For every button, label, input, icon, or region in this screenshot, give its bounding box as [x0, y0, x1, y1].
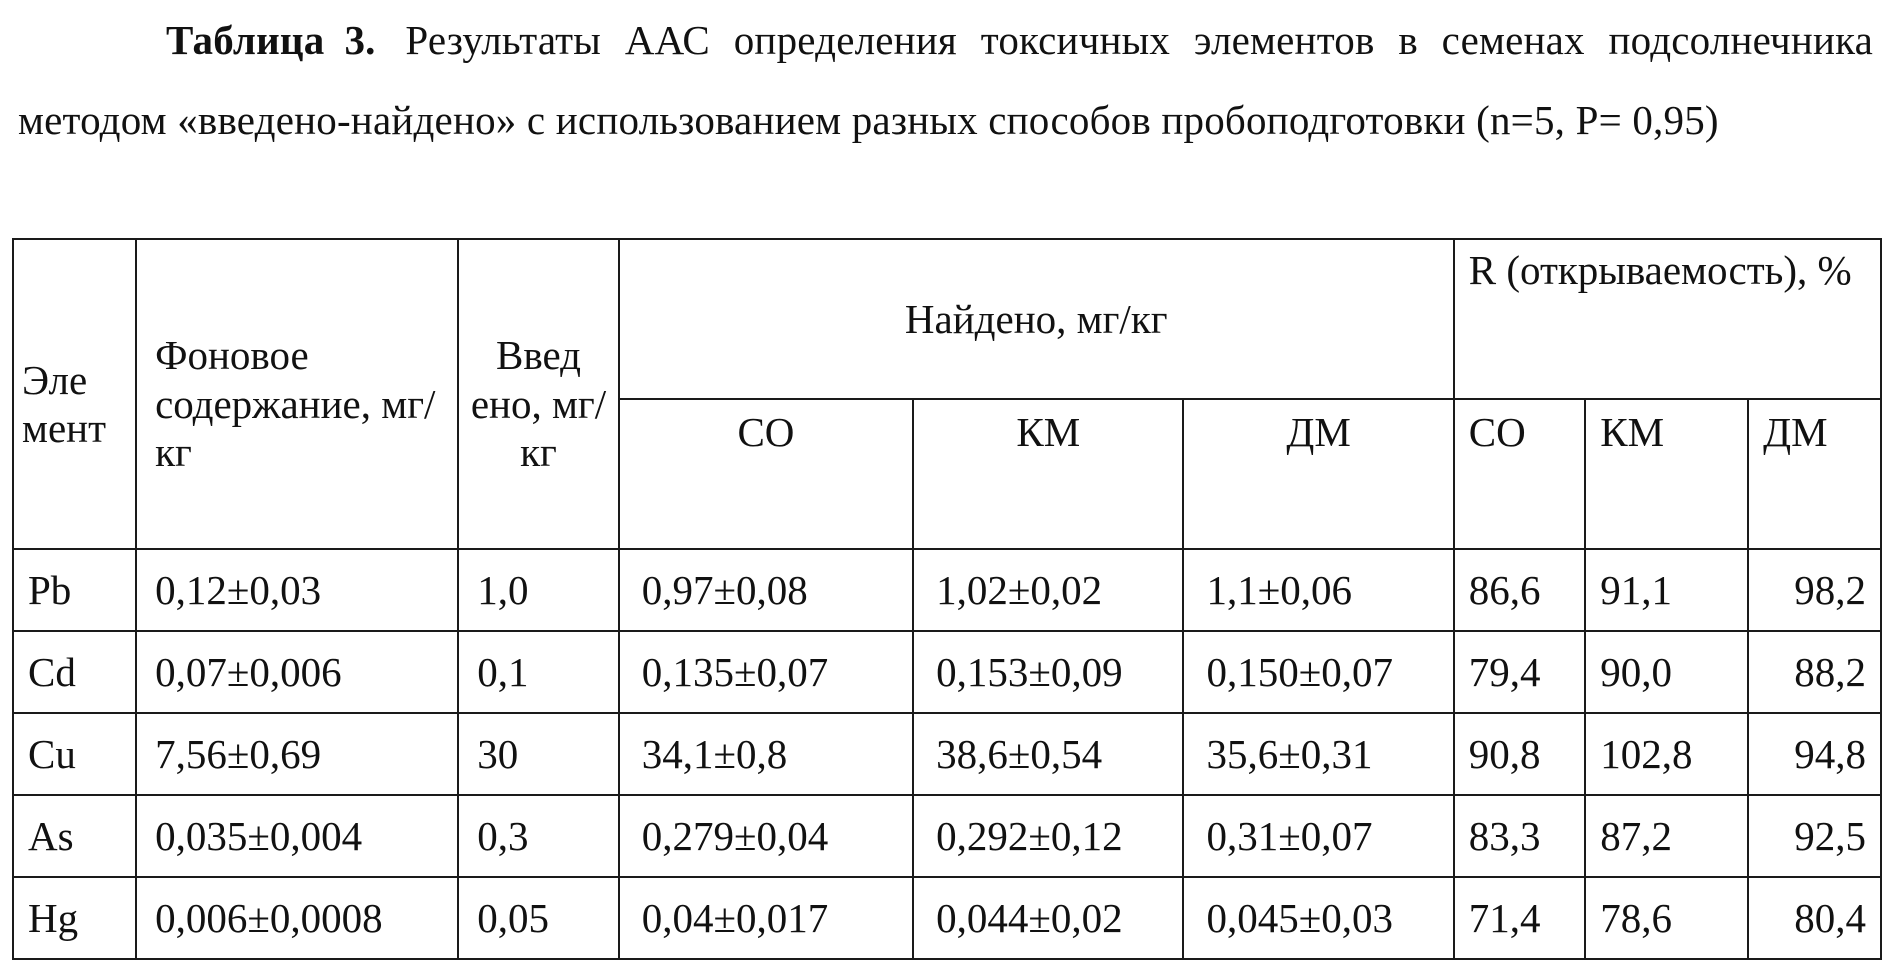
caption-label: Таблица — [166, 17, 325, 63]
cell-added: 1,0 — [458, 549, 618, 631]
cell-added: 30 — [458, 713, 618, 795]
cell-background: 0,035±0,004 — [136, 795, 458, 877]
cell-found-km: 1,02±0,02 — [913, 549, 1183, 631]
cell-added: 0,1 — [458, 631, 618, 713]
cell-recovery-co: 83,3 — [1454, 795, 1586, 877]
cell-found-co: 0,135±0,07 — [619, 631, 913, 713]
cell-element: Pb — [13, 549, 136, 631]
cell-recovery-dm: 88,2 — [1748, 631, 1881, 713]
cell-found-km: 0,153±0,09 — [913, 631, 1183, 713]
header-found: Найдено, мг/кг — [619, 239, 1454, 399]
cell-found-km: 38,6±0,54 — [913, 713, 1183, 795]
results-table — [12, 238, 1882, 960]
table-row — [13, 795, 1881, 877]
header-background: Фоновое содержание, мг/кг — [136, 239, 458, 549]
cell-element: As — [13, 795, 136, 877]
header-row-1 — [13, 239, 1881, 399]
cell-recovery-km: 87,2 — [1585, 795, 1748, 877]
table-row — [13, 713, 1881, 795]
cell-recovery-dm: 80,4 — [1748, 877, 1881, 959]
table-row — [13, 549, 1881, 631]
table-row — [13, 877, 1881, 959]
cell-background: 0,12±0,03 — [136, 549, 458, 631]
table-caption — [18, 0, 1873, 160]
cell-added: 0,05 — [458, 877, 618, 959]
cell-found-co: 0,04±0,017 — [619, 877, 913, 959]
cell-recovery-km: 102,8 — [1585, 713, 1748, 795]
caption-text: Результаты ААС определения токсичных элементов в семенах подсолнечника методом «введено-найдено» с использованием разных способов пробоподготовки (n=5, P= 0,95) — [18, 17, 1874, 143]
cell-element: Hg — [13, 877, 136, 959]
cell-found-dm: 1,1±0,06 — [1183, 549, 1453, 631]
cell-found-km: 0,044±0,02 — [913, 877, 1183, 959]
cell-background: 0,07±0,006 — [136, 631, 458, 713]
cell-recovery-co: 71,4 — [1454, 877, 1586, 959]
header-added: Введ ено, мг/кг — [458, 239, 618, 549]
cell-found-co: 0,97±0,08 — [619, 549, 913, 631]
header-recovery-km: КМ — [1585, 399, 1748, 549]
cell-background: 7,56±0,69 — [136, 713, 458, 795]
cell-found-dm: 0,31±0,07 — [1183, 795, 1453, 877]
caption-number: 3. — [344, 17, 376, 63]
header-found-km: КМ — [913, 399, 1183, 549]
cell-recovery-co: 79,4 — [1454, 631, 1586, 713]
cell-recovery-co: 86,6 — [1454, 549, 1586, 631]
cell-recovery-dm: 98,2 — [1748, 549, 1881, 631]
cell-found-dm: 0,150±0,07 — [1183, 631, 1453, 713]
header-element: Эле мент — [13, 239, 136, 549]
cell-element: Cd — [13, 631, 136, 713]
cell-recovery-dm: 94,8 — [1748, 713, 1881, 795]
cell-recovery-co: 90,8 — [1454, 713, 1586, 795]
cell-recovery-dm: 92,5 — [1748, 795, 1881, 877]
cell-element: Cu — [13, 713, 136, 795]
cell-background: 0,006±0,0008 — [136, 877, 458, 959]
cell-found-co: 34,1±0,8 — [619, 713, 913, 795]
cell-recovery-km: 78,6 — [1585, 877, 1748, 959]
header-recovery-co: СО — [1454, 399, 1586, 549]
table-row — [13, 631, 1881, 713]
cell-found-km: 0,292±0,12 — [913, 795, 1183, 877]
cell-found-co: 0,279±0,04 — [619, 795, 913, 877]
cell-found-dm: 35,6±0,31 — [1183, 713, 1453, 795]
header-found-co: СО — [619, 399, 913, 549]
cell-found-dm: 0,045±0,03 — [1183, 877, 1453, 959]
cell-recovery-km: 91,1 — [1585, 549, 1748, 631]
cell-added: 0,3 — [458, 795, 618, 877]
cell-recovery-km: 90,0 — [1585, 631, 1748, 713]
header-recovery-dm: ДМ — [1748, 399, 1881, 549]
header-recovery: R (открываемость), % — [1454, 239, 1881, 399]
header-found-dm: ДМ — [1183, 399, 1453, 549]
